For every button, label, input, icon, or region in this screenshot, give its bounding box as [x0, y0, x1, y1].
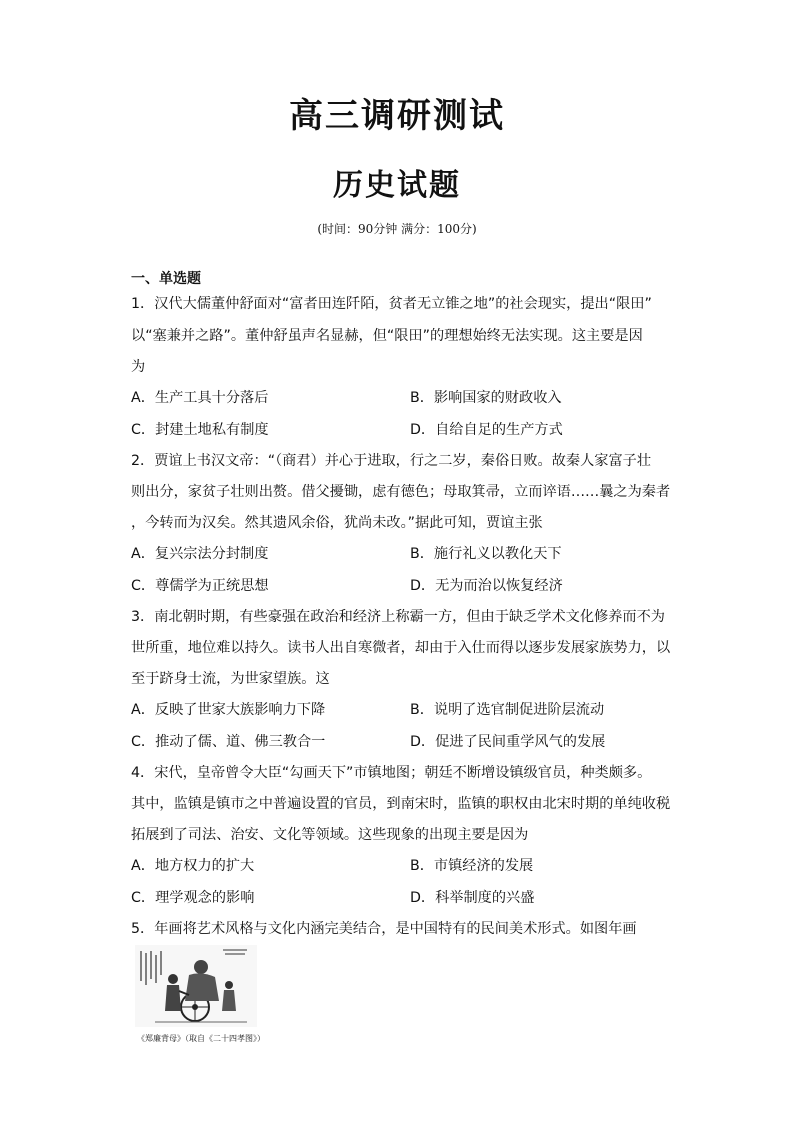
question-4-option-b: B．市镇经济的发展	[410, 858, 534, 874]
figure-caption: 《郑廉背母》（取自《二十四孝图》）	[137, 1034, 265, 1043]
question-4-option-a: A．地方权力的扩大	[131, 858, 255, 874]
question-4-line-3: 拓展到了司法、治安、文化等领域。这些现象的出现主要是因为	[131, 827, 529, 843]
question-1-option-b: B．影响国家的财政收入	[410, 390, 562, 406]
question-2-option-a: A．复兴宗法分封制度	[131, 546, 269, 562]
section-title: 一、单选题	[131, 271, 201, 287]
question-3-line-2: 世所重，地位难以持久。读书人出自寒微者，却由于入仕而得以逐步发展家族势力，以	[131, 640, 671, 656]
question-1-line-1: 1．汉代大儒董仲舒面对“富者田连阡陌，贫者无立锥之地”的社会现实，提出“限田”	[131, 296, 652, 312]
question-1-option-c: C．封建土地私有制度	[131, 422, 269, 438]
question-2-option-c: C．尊儒学为正统思想	[131, 578, 269, 594]
question-3-option-b: B．说明了选官制促进阶层流动	[410, 702, 605, 718]
question-3-line-3: 至于跻身士流，为世家望族。这	[131, 671, 330, 687]
question-2-line-3: ，今转而为汉矣。然其遗风余俗，犹尚未改。”据此可知，贾谊主张	[131, 515, 543, 531]
question-4-line-1: 4．宋代，皇帝曾令大臣“勾画天下”市镇地图；朝廷不断增设镇级官员，种类颇多。	[131, 765, 652, 781]
question-4-option-d: D．科举制度的兴盛	[410, 890, 535, 906]
question-3-option-c: C．推动了儒、道、佛三教合一	[131, 734, 326, 750]
exam-title: 高三调研测试	[289, 96, 505, 136]
question-1-line-3: 为	[131, 359, 146, 375]
question-3-option-a: A．反映了世家大族影响力下降	[131, 702, 326, 718]
exam-subtitle: 历史试题	[333, 168, 461, 203]
question-1-option-a: A．生产工具十分落后	[131, 390, 269, 406]
question-3-option-d: D．促进了民间重学风气的发展	[410, 734, 606, 750]
question-4-line-2: 其中，监镇是镇市之中普遍设置的官员，到南宋时，监镇的职权由北宋时期的单纯收税	[131, 796, 671, 812]
question-2-line-2: 则出分，家贫子壮则出赘。借父擾锄，虑有德色；母取箕帚，立而谇语……曩之为秦者	[131, 484, 671, 500]
exam-meta: (时间：90分钟 满分：100分)	[317, 222, 477, 236]
question-4-option-c: C．理学观念的影响	[131, 890, 255, 906]
question-1-option-d: D．自给自足的生产方式	[410, 422, 563, 438]
question-3-line-1: 3．南北朝时期，有些豪强在政治和经济上称霸一方，但由于缺乏学术文化修养而不为	[131, 609, 665, 625]
question-1-line-2: 以“塞兼并之路”。董仲舒虽声名显赫，但“限田”的理想始终无法实现。这主要是因	[131, 328, 643, 344]
question-2-option-d: D．无为而治以恢复经济	[410, 578, 563, 594]
question-2-option-b: B．施行礼义以教化天下	[410, 546, 562, 562]
question-2-line-1: 2．贾谊上书汉文帝：“（商君）并心于进取，行之二岁，秦俗日败。故秦人家富子壮	[131, 453, 652, 469]
question-5-line-1: 5．年画将艺术风格与文化内涵完美结合，是中国特有的民间美术形式。如图年画	[131, 921, 637, 937]
new-year-painting-figure	[135, 945, 257, 1027]
